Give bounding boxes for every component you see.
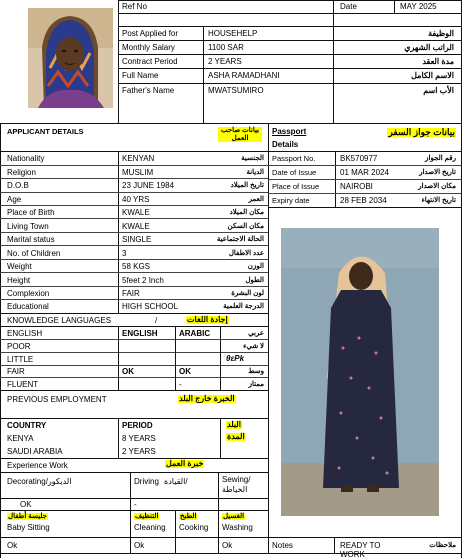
exp-cooking-label: Cooking — [179, 523, 209, 532]
passport-issue-date-ar: تاريخ الاصدار — [419, 169, 456, 176]
lang-col-english: ENGLISH — [122, 329, 158, 338]
exp-cleaning-ar: التنظيف — [135, 513, 159, 520]
row-height-ar: الطول — [245, 277, 264, 284]
summary-ar-post: الوظيفة — [428, 29, 454, 38]
row-weight-value: 58 KGS — [122, 262, 151, 271]
row-religion-label: Religion — [7, 168, 36, 177]
passport-issue-date-value: 01 MAR 2024 — [340, 168, 389, 177]
row-children-value: 3 — [122, 249, 127, 258]
experience-title: Experience Work — [7, 461, 68, 470]
row-nationality-ar: الجنسية — [241, 155, 264, 162]
row-religion-ar: الديانة — [246, 169, 264, 176]
lang-fair-label: FAIR — [7, 367, 25, 376]
summary-ar-contract: مدة العقد — [422, 57, 454, 66]
row-nationality-value: KENYAN — [122, 154, 155, 163]
row-age-label: Age — [7, 195, 22, 204]
applicant-details-title-ar: بيانات صاحب العمل — [218, 127, 262, 142]
exp-decorating-label: Decorating/الديكور — [7, 477, 72, 486]
passport-issue-place-label: Place of Issue — [272, 182, 320, 191]
row-height-label: Height — [7, 276, 31, 285]
exp-cleaning-label: Cleaning — [134, 523, 166, 532]
summary-label-salary: Monthly Salary — [122, 43, 175, 52]
row-children-ar: عدد الاطفال — [228, 250, 264, 257]
row-marital-label: Marital status — [7, 235, 55, 244]
employment-period-2: 2 YEARS — [122, 447, 156, 456]
exp-washing-label: Washing — [222, 523, 253, 532]
lang-poor-label: POOR — [7, 342, 31, 351]
summary-label-father: Father's Name — [122, 86, 175, 95]
lang-col-arabic-ar: عربي — [248, 330, 264, 337]
row-weight-label: Weight — [7, 262, 32, 271]
row-children-label: No. of Children — [7, 249, 61, 258]
ref-no-label: Ref No — [122, 2, 147, 11]
applicant-fullbody-photo — [281, 228, 439, 516]
row-livingtown-ar: مكان السكن — [227, 223, 264, 230]
passport-issue-date-label: Date of Issue — [272, 168, 317, 177]
lang-little-label: LITTLE — [7, 355, 34, 364]
row-education-value: HIGH SCHOOL — [122, 302, 179, 311]
exp-sewing-label: Sewing/ — [222, 475, 251, 484]
summary-value-post: HOUSEHELP — [208, 29, 258, 38]
row-nationality-label: Nationality — [7, 154, 45, 163]
exp-decorating-value: OK — [20, 500, 32, 509]
passport-details-title-2: Details — [272, 140, 299, 149]
row-birthplace-value: KWALE — [122, 208, 150, 217]
lang-col-english-label: ENGLISH — [7, 329, 43, 338]
exp-babysitting-ar: جليسة أطفال — [8, 513, 47, 520]
exp-babysitting-label: Baby Sitting — [7, 523, 50, 532]
lang-little-ar: θεPk — [226, 354, 245, 363]
exp-driving-ar: القيادة/ — [164, 477, 188, 486]
exp-sewing-ar: الخياطة — [222, 485, 248, 494]
experience-title-ar: خبرة العمل — [166, 459, 204, 468]
languages-title: KNOWLEDGE LANGUAGES — [7, 316, 112, 325]
passport-details-title-ar: بيانات جواز السفر — [388, 127, 455, 137]
row-complexion-label: Complexion — [7, 289, 50, 298]
exp-cooking-ar: الطبخ — [180, 513, 197, 520]
notes-value: READY TO WORK — [340, 541, 381, 559]
summary-label-fullname: Full Name — [122, 71, 159, 80]
languages-slash: / — [155, 316, 158, 325]
row-age-ar: العمر — [248, 196, 264, 203]
passport-expiry-label: Expiry date — [272, 196, 310, 205]
summary-ar-salary: الراتب الشهري — [404, 43, 454, 52]
lang-fair-english: OK — [122, 367, 134, 376]
passport-expiry-ar: تاريخ الانتهاء — [421, 197, 456, 204]
exp-value-2: Ok — [134, 541, 145, 550]
previous-employment-title: PREVIOUS EMPLOYMENT — [7, 395, 107, 404]
employment-country-2: SAUDI ARABIA — [7, 447, 63, 456]
row-complexion-value: FAIR — [122, 289, 140, 298]
employment-period-1: 8 YEARS — [122, 434, 156, 443]
row-weight-ar: الوزن — [247, 263, 264, 270]
notes-label: Notes — [272, 541, 293, 550]
lang-col-arabic: ARABIC — [179, 329, 211, 338]
lang-fluent-ar: ممتاز — [248, 381, 264, 388]
notes-ar: ملاحظات — [429, 542, 456, 549]
date-value: MAY 2025 — [400, 2, 437, 11]
summary-value-salary: 1100 SAR — [208, 43, 244, 52]
exp-value-1: Ok — [7, 541, 18, 550]
exp-driving-value: - — [134, 500, 137, 509]
lang-fluent-label: FLUENT — [7, 380, 39, 389]
lang-poor-ar: لا شيء — [243, 343, 264, 350]
passport-issue-place-ar: مكان الاصدار — [418, 183, 456, 190]
summary-ar-father: الأب اسم — [423, 86, 454, 95]
summary-label-contract: Contract Period — [122, 57, 178, 66]
row-livingtown-value: KWALE — [122, 222, 150, 231]
exp-washing-ar: الغسيل — [223, 513, 245, 520]
previous-employment-title-ar: الخبرة خارج البلد — [179, 394, 235, 403]
passport-no-value: BK570977 — [340, 154, 378, 163]
row-livingtown-label: Living Town — [7, 222, 49, 231]
row-complexion-ar: لون البشرة — [231, 290, 264, 297]
summary-ar-fullname: الاسم الكامل — [411, 71, 454, 80]
summary-value-fullname: ASHA RAMADHANI — [208, 71, 280, 80]
row-birthplace-ar: مكان الميلاد — [229, 209, 264, 216]
date-label: Date — [340, 2, 357, 11]
row-dob-label: D.O.B — [7, 181, 29, 190]
row-marital-value: SINGLE — [122, 235, 152, 244]
passport-no-label: Passport No. — [272, 154, 316, 163]
applicant-details-title: APPLICANT DETAILS — [7, 127, 84, 136]
passport-expiry-value: 28 FEB 2034 — [340, 196, 387, 205]
row-religion-value: MUSLIM — [122, 168, 154, 177]
summary-value-contract: 2 YEARS — [208, 57, 242, 66]
summary-label-post: Post Applied for — [122, 29, 179, 38]
row-birthplace-label: Place of Birth — [7, 208, 55, 217]
employment-country-1: KENYA — [7, 434, 34, 443]
exp-driving-label: Driving — [134, 477, 159, 486]
languages-title-ar: إجادة اللغات — [187, 315, 228, 324]
employment-country-header: COUNTRY — [7, 421, 47, 430]
lang-fair-ar: وسط — [248, 368, 264, 375]
employment-period-ar: المدة — [227, 432, 245, 441]
row-education-ar: الدرجة العلمية — [223, 303, 264, 310]
employment-period-header: PERIOD — [122, 421, 153, 430]
lang-fluent-arabic: - — [179, 380, 182, 389]
row-height-value: 5feet 2 Inch — [122, 276, 164, 285]
row-age-value: 40 YRS — [122, 195, 150, 204]
passport-details-title: Passport — [272, 127, 307, 136]
row-marital-ar: الحالة الاجتماعية — [216, 236, 264, 243]
exp-value-3: Ok — [222, 541, 233, 550]
row-dob-value: 23 JUNE 1984 — [122, 181, 175, 190]
row-dob-ar: تاريخ الميلاد — [230, 182, 264, 189]
summary-value-father: MWATSUMIRO — [208, 86, 264, 95]
lang-fair-arabic: OK — [179, 367, 191, 376]
row-education-label: Educational — [7, 302, 49, 311]
passport-no-ar: رقم الجواز — [425, 155, 456, 162]
employment-country-ar: البلد — [227, 420, 241, 429]
applicant-portrait-photo — [28, 8, 113, 108]
passport-issue-place-value: NAIROBI — [340, 182, 373, 191]
